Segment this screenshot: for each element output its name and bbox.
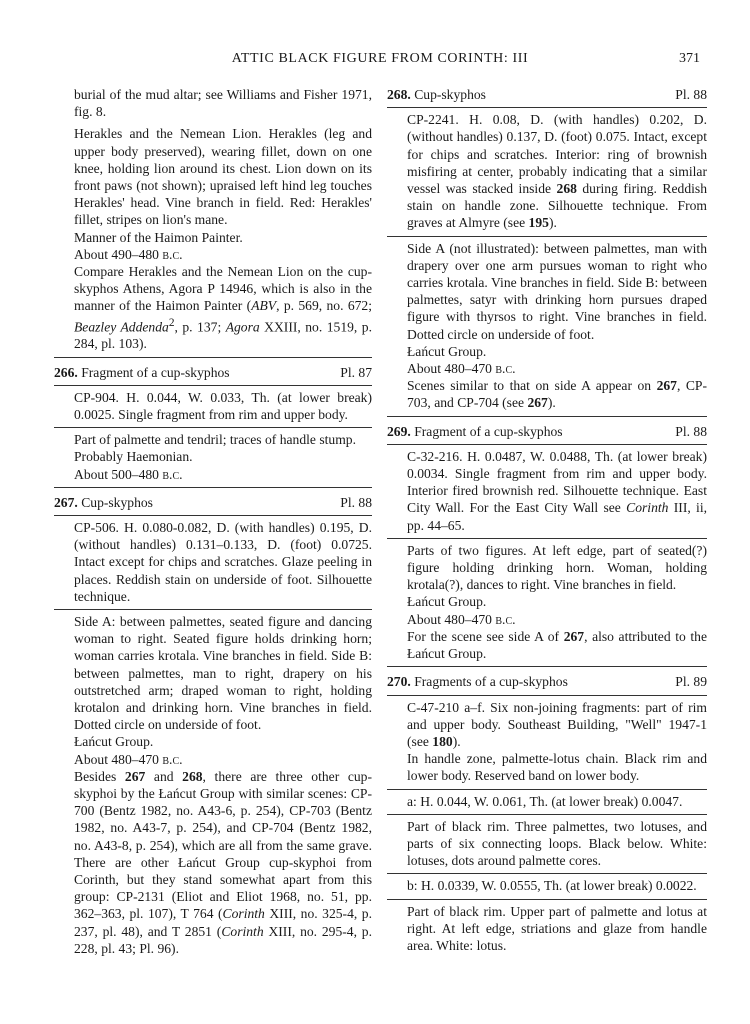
page-number: 371 xyxy=(679,51,700,66)
paragraph: Manner of the Haimon Painter. xyxy=(74,229,243,245)
entry-269-title: 269. Fragment of a cup-skyphos Pl. 88 xyxy=(387,423,707,439)
divider xyxy=(54,609,372,610)
catalog-description: CP-904. H. 0.044, W. 0.033, Th. (at lower break) 0.0025. Single fragment from rim and upper body. xyxy=(74,389,372,422)
divider xyxy=(387,666,707,667)
entry-268-title: 268. Cup-skyphos Pl. 88 xyxy=(387,87,707,102)
divider xyxy=(54,357,372,358)
paragraph: Part of black rim. Three palmettes, two lotuses, and parts of six connecting loops. Black below. White: lotuses, dots around palmette cores. xyxy=(407,818,707,869)
attribution: Łańcut Group. xyxy=(74,734,154,750)
catalog-description: CP-506. H. 0.080-0.082, D. (with handles) 0.195, D. (without handles) 0.131–0.133, D. (foot) 0.0725. Intact except for chips and scratches. Glaze peeling in places. Reddish stain on underside of foot. Silhouette technique. xyxy=(74,520,372,604)
fragment-a-description: a: H. 0.044, W. 0.061, Th. (at lower break) 0.0047. xyxy=(407,793,683,809)
divider xyxy=(387,444,707,445)
left-column xyxy=(54,86,372,957)
paragraph: In handle zone, palmette-lotus chain. Black rim and lower body. Reserved band on lower body. xyxy=(407,751,707,784)
fragment-b-description: b: H. 0.0339, W. 0.0555, Th. (at lower break) 0.0022. xyxy=(407,878,697,894)
divider xyxy=(387,899,707,900)
divider xyxy=(387,416,707,417)
divider xyxy=(387,107,707,108)
entry-270-title: 270. Fragments of a cup-skyphos Pl. 89 xyxy=(387,674,707,690)
plate-ref: Pl. 88 xyxy=(675,423,707,439)
paragraph: Side A (not illustrated): between palmettes, man with drapery over one arm pursues woman to right who carries krotala. Vine branches in field. Side B: between palmettes, satyr with drinking horn pursues draped figure with thyrsos to right. Vine branches in field. Dotted circle on underside of foot. xyxy=(407,240,707,342)
paragraph: Parts of two figures. At left edge, part of seated(?) figure holding drinking horn. Woman, holding krotala(?), dances to right. Vine branches in field. xyxy=(407,542,707,593)
paragraph: For the scene see side A of 267, also attributed to the Łańcut Group. xyxy=(407,628,707,662)
divider xyxy=(387,873,707,874)
attribution: Probably Haemonian. xyxy=(74,449,193,465)
paragraph: Part of palmette and tendril; traces of handle stump. xyxy=(74,432,356,448)
divider xyxy=(54,515,372,516)
attribution: Łańcut Group. xyxy=(407,594,487,610)
catalog-description: CP-2241. H. 0.08, D. (with handles) 0.202, D. (without handles) 0.137, D. (foot) 0.075. Intact, except for chips and scratches. Interior: ring of brownish misfiring at center, probably indicating that a similar vessel was stacked inside 268 during firing. Reddish stain on handle zone. Silhouette technique. From graves at Almyre (see 195). xyxy=(407,112,707,231)
date-line: About 500–480 b.c. xyxy=(74,466,183,482)
date-line: About 480–470 b.c. xyxy=(74,751,183,767)
catalog-description: C-47-210 a–f. Six non-joining fragments: part of rim and upper body. Southeast Building, "Well" 1947-1 (see 180). xyxy=(407,699,707,749)
plate-ref: Pl. 88 xyxy=(675,87,707,102)
paragraph: Part of black rim. Upper part of palmette and lotus at right. At left edge, striations and glaze from handle area. White: lotus. xyxy=(407,903,707,953)
running-title: ATTIC BLACK FIGURE FROM CORINTH: III xyxy=(231,51,529,66)
date-line: About 490–480 b.c. xyxy=(74,246,183,262)
entry-267-title: 267. Cup-skyphos Pl. 88 xyxy=(54,494,372,510)
divider xyxy=(54,385,372,386)
catalog-description: C-32-216. H. 0.0487, W. 0.0488, Th. (at lower break) 0.0034. Single fragment from rim and upper body. Interior fired brownish red. Silhouette technique. East City Wall. For the East City Wall see Corinth III, ii, pp. 44–65. xyxy=(407,448,708,533)
divider xyxy=(54,427,372,428)
paragraph: Scenes similar to that on side A appear on 267, CP-703, and CP-704 (see 267). xyxy=(407,378,708,411)
plate-ref: Pl. 89 xyxy=(675,674,707,690)
running-header xyxy=(0,50,750,70)
entry-266-title: 266. Fragment of a cup-skyphos Pl. 87 xyxy=(54,364,372,380)
paragraph: Herakles and the Nemean Lion. Herakles (leg and upper body preserved), wearing fillet, down on one knee, holding lion around its chest. Lion down on its front paws (not shown); upraised left hind leg touches Herakles' head. Vine branch in field. Red: Herakles' fillet, stripes on lion's mane. xyxy=(74,126,372,228)
right-column xyxy=(387,84,707,954)
paragraph: Besides 267 and 268, there are three other cup-skyphoi by the Łańcut Group with similar scenes: CP-700 (Bentz 1982, no. A43-6, p. 254), CP-703 (Bentz 1982, no. A43-7, p. 254), and CP-704 (Bentz 1982, no. A43-8, p. 254), which are all from the same grave. There are other Łańcut Group cup-skyphoi from Corinth, but they stand somewhat apart from this group: CP-2131 (Eliot and Eliot 1968, no. 51, pp. 362–363, pl. 107), T 764 (Corinth XIII, no. 325-4, p. 237, pl. 48), and T 2851 (Corinth XIII, no. 295-4, p. 228, pl. 43; Pl. 96). xyxy=(74,768,373,956)
plate-ref: Pl. 88 xyxy=(340,494,372,510)
divider xyxy=(387,236,707,237)
divider xyxy=(387,538,707,539)
paragraph: burial of the mud altar; see Williams and Fisher 1971, fig. 8. xyxy=(74,87,372,120)
divider xyxy=(387,695,707,696)
paragraph: Side A: between palmettes, seated figure and dancing woman to right. Seated figure holds drinking horn; woman carries krotala. Vine branches in field. Side B: between palmettes, man to right, drapery on his outstretched arm; draped woman to right, holding krotalon and drinking horn. Vine branches in field. Dotted circle on underside of foot. xyxy=(74,614,372,733)
divider xyxy=(387,789,707,790)
paragraph: Compare Herakles and the Nemean Lion on the cup-skyphos Athens, Agora P 14946, which is also in the manner of the Haimon Painter (ABV, p. 569, no. 672; Beazley Addenda$^2$, p. 137; Agora XXIII, no. 1519, p. 284, pl. 103). xyxy=(74,264,373,352)
date-line: About 480–470 b.c. xyxy=(407,361,516,377)
plate-ref: Pl. 87 xyxy=(340,364,372,380)
date-line: About 480–470 b.c. xyxy=(407,611,516,627)
divider xyxy=(387,814,707,815)
attribution: Łańcut Group. xyxy=(407,343,487,359)
divider xyxy=(54,487,372,488)
